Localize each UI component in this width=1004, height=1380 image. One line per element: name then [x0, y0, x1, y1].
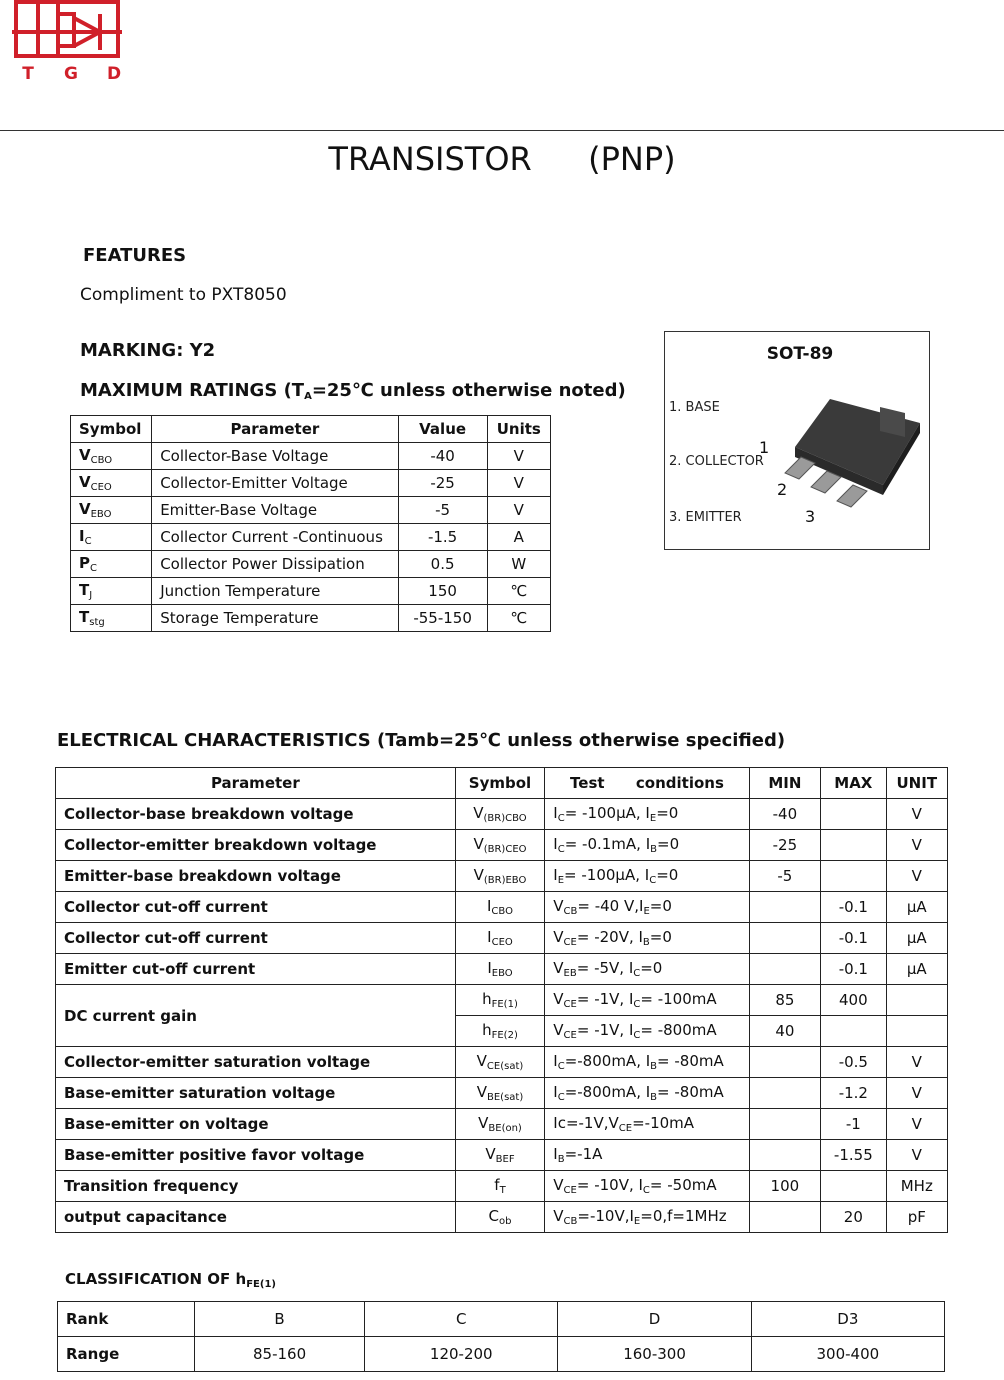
unit-cell — [886, 1016, 947, 1047]
parameter-cell: Collector cut-off current — [56, 892, 456, 923]
parameter-cell: DC current gain — [56, 985, 456, 1047]
condition-cell: $V_{CE}= -1V$, $I_C= -100mA$ — [545, 985, 749, 1016]
table-row — [71, 578, 551, 605]
max-cell: -0.1 — [821, 954, 886, 985]
logo-letters — [18, 64, 124, 84]
table-row — [56, 1109, 948, 1140]
col-parameter: Parameter — [56, 768, 456, 799]
table-row — [71, 497, 551, 524]
condition-cell: $I_E= -100\mu A$, $I_C=0$ — [545, 861, 749, 892]
parameter-cell: Collector-emitter saturation voltage — [56, 1047, 456, 1078]
table-row — [56, 830, 948, 861]
symbol-cell: $I_{CBO}$ — [455, 892, 545, 923]
condition-cell: $V_{CE}= -10V$, $I_C= -50mA$ — [545, 1171, 749, 1202]
pin-number-3: 3 — [805, 507, 816, 526]
symbol-cell: $h_{FE(2)}$ — [455, 1016, 545, 1047]
condition-cell: $I_C= -0.1mA$, $I_B=0$ — [545, 830, 749, 861]
min-cell — [749, 1109, 820, 1140]
electrical-heading: ELECTRICAL CHARACTERISTICS (Tamb=25℃ unless otherwise specified) — [57, 730, 786, 751]
symbol-cell: $C_{ob}$ — [455, 1202, 545, 1233]
min-cell: -25 — [749, 830, 820, 861]
col-value: Value — [398, 416, 487, 443]
min-cell — [749, 954, 820, 985]
unit-cell: W — [487, 551, 550, 578]
value-cell: 150 — [398, 578, 487, 605]
col-test-conditions: Test conditions — [545, 768, 749, 799]
parameter-cell: Collector-Emitter Voltage — [152, 470, 398, 497]
max-ratings-heading: MAXIMUM RATINGS ($T_A=25℃$ unless otherwise noted) — [80, 380, 626, 402]
min-cell — [749, 1202, 820, 1233]
max-cell: -1.2 — [821, 1078, 886, 1109]
symbol-cell: $V_{CE(sat)}$ — [455, 1047, 545, 1078]
condition-cell: $V_{EB}= -5V$, $I_C=0$ — [545, 954, 749, 985]
symbol-cell: $T_J$ — [71, 578, 152, 605]
condition-cell: $V_{CB}=-10V,I_E=0,f=1MHz$ — [545, 1202, 749, 1233]
symbol-cell: $V_{EBO}$ — [71, 497, 152, 524]
parameter-cell: Collector-base breakdown voltage — [56, 799, 456, 830]
marking-label: MARKING: Y2 — [80, 340, 216, 361]
parameter-cell: Collector Current -Continuous — [152, 524, 398, 551]
condition-cell: $V_{CE}= -20V$, $I_B=0$ — [545, 923, 749, 954]
unit-cell: V — [886, 1078, 947, 1109]
classification-table — [57, 1301, 945, 1372]
max-cell: 400 — [821, 985, 886, 1016]
table-row — [56, 799, 948, 830]
condition-cell: $V_{CB}= -40$ $V,I_E=0$ — [545, 892, 749, 923]
min-cell: 85 — [749, 985, 820, 1016]
unit-cell: μA — [886, 923, 947, 954]
max-ratings-table — [70, 415, 551, 632]
package-diagram — [664, 331, 930, 550]
max-cell: -0.1 — [821, 923, 886, 954]
title-device: TRANSISTOR — [328, 140, 532, 178]
parameter-cell: Collector cut-off current — [56, 923, 456, 954]
symbol-cell: $V_{CEO}$ — [71, 470, 152, 497]
range-d: 160-300 — [558, 1337, 751, 1372]
col-symbol: Symbol — [71, 416, 152, 443]
max-cell: 20 — [821, 1202, 886, 1233]
table-row — [56, 1047, 948, 1078]
col-max: MAX — [821, 768, 886, 799]
classification-heading: CLASSIFICATION OF $h_{FE(1)}$ — [65, 1270, 276, 1290]
table-row — [71, 443, 551, 470]
unit-cell: V — [886, 1047, 947, 1078]
unit-cell: V — [886, 799, 947, 830]
max-cell — [821, 1016, 886, 1047]
table-row — [71, 524, 551, 551]
table-row — [56, 1202, 948, 1233]
value-cell: 0.5 — [398, 551, 487, 578]
condition-cell: $V_{CE}= -1V$, $I_C= -800mA$ — [545, 1016, 749, 1047]
symbol-cell: $T_{stg}$ — [71, 605, 152, 632]
symbol-cell: $I_{CEO}$ — [455, 923, 545, 954]
table-row — [56, 861, 948, 892]
unit-cell — [886, 985, 947, 1016]
table-row — [58, 1302, 945, 1337]
symbol-cell: $V_{CBO}$ — [71, 443, 152, 470]
symbol-cell: $I_C$ — [71, 524, 152, 551]
table-row — [71, 605, 551, 632]
condition-cell: $I_C=-800mA$, $I_B= -80mA$ — [545, 1078, 749, 1109]
page-title — [0, 140, 1004, 178]
table-row — [56, 923, 948, 954]
table-row — [56, 1171, 948, 1202]
symbol-cell: $V_{(BR)CEO}$ — [455, 830, 545, 861]
parameter-cell: Base-emitter saturation voltage — [56, 1078, 456, 1109]
table-row — [58, 1337, 945, 1372]
value-cell: -40 — [398, 443, 487, 470]
max-cell — [821, 799, 886, 830]
max-cell — [821, 861, 886, 892]
parameter-cell: Emitter-base breakdown voltage — [56, 861, 456, 892]
unit-cell: ℃ — [487, 578, 550, 605]
table-row — [71, 551, 551, 578]
parameter-cell: Storage Temperature — [152, 605, 398, 632]
col-unit: UNIT — [886, 768, 947, 799]
unit-cell: μA — [886, 954, 947, 985]
title-polarity: (PNP) — [588, 140, 676, 178]
rank-c: C — [365, 1302, 558, 1337]
max-cell — [821, 1171, 886, 1202]
rank-b: B — [195, 1302, 365, 1337]
symbol-cell: $V_{BE(on)}$ — [455, 1109, 545, 1140]
symbol-cell: $V_{(BR)CBO}$ — [455, 799, 545, 830]
logo-letter-t: T — [22, 64, 34, 84]
header-divider — [0, 130, 1004, 131]
table-header-row — [71, 416, 551, 443]
unit-cell: μA — [886, 892, 947, 923]
min-cell — [749, 1047, 820, 1078]
unit-cell: V — [886, 830, 947, 861]
symbol-cell: $V_{BEF}$ — [455, 1140, 545, 1171]
min-cell: -40 — [749, 799, 820, 830]
package-name: SOT-89 — [766, 344, 834, 364]
parameter-cell: Transition frequency — [56, 1171, 456, 1202]
condition-cell: $I_B=-1A$ — [545, 1140, 749, 1171]
unit-cell: V — [487, 443, 550, 470]
max-cell: -0.5 — [821, 1047, 886, 1078]
range-b: 85-160 — [195, 1337, 365, 1372]
pin-collector-label: 2. COLLECTOR — [669, 454, 764, 469]
symbol-cell: $P_C$ — [71, 551, 152, 578]
range-label: Range — [58, 1337, 195, 1372]
col-min: MIN — [749, 768, 820, 799]
parameter-cell: Collector-Base Voltage — [152, 443, 398, 470]
pin-number-1: 1 — [759, 438, 770, 457]
min-cell: 100 — [749, 1171, 820, 1202]
max-cell — [821, 830, 886, 861]
unit-cell: V — [487, 497, 550, 524]
parameter-cell: Collector-emitter breakdown voltage — [56, 830, 456, 861]
unit-cell: V — [886, 1109, 947, 1140]
parameter-cell: output capacitance — [56, 1202, 456, 1233]
value-cell: -5 — [398, 497, 487, 524]
parameter-cell: Base-emitter on voltage — [56, 1109, 456, 1140]
min-cell: 40 — [749, 1016, 820, 1047]
rank-d3: D3 — [751, 1302, 944, 1337]
sot89-package-icon — [775, 387, 925, 512]
col-parameter: Parameter — [152, 416, 398, 443]
min-cell — [749, 892, 820, 923]
range-d3: 300-400 — [751, 1337, 944, 1372]
min-cell: -5 — [749, 861, 820, 892]
electrical-table — [55, 767, 948, 1233]
value-cell: -55-150 — [398, 605, 487, 632]
pin-number-2: 2 — [777, 480, 788, 499]
table-row — [71, 470, 551, 497]
value-cell: -25 — [398, 470, 487, 497]
unit-cell: V — [487, 470, 550, 497]
parameter-cell: Base-emitter positive favor voltage — [56, 1140, 456, 1171]
pin-emitter-label: 3. EMITTER — [669, 510, 742, 525]
symbol-cell: $V_{(BR)EBO}$ — [455, 861, 545, 892]
table-row — [56, 954, 948, 985]
value-cell: -1.5 — [398, 524, 487, 551]
unit-cell: V — [886, 1140, 947, 1171]
symbol-cell: $I_{EBO}$ — [455, 954, 545, 985]
table-row — [56, 892, 948, 923]
col-symbol: Symbol — [455, 768, 545, 799]
table-row — [56, 1078, 948, 1109]
parameter-cell: Collector Power Dissipation — [152, 551, 398, 578]
max-cell: -0.1 — [821, 892, 886, 923]
pin-base-label: 1. BASE — [669, 400, 720, 415]
table-row — [56, 985, 948, 1016]
table-row — [56, 1140, 948, 1171]
condition-cell: $I_C=-800mA$, $I_B= -80mA$ — [545, 1047, 749, 1078]
max-cell: -1 — [821, 1109, 886, 1140]
unit-cell: pF — [886, 1202, 947, 1233]
min-cell — [749, 923, 820, 954]
min-cell — [749, 1140, 820, 1171]
condition-cell: $I_C= -100\mu A$, $I_E=0$ — [545, 799, 749, 830]
parameter-cell: Emitter-Base Voltage — [152, 497, 398, 524]
features-heading: FEATURES — [83, 245, 187, 266]
min-cell — [749, 1078, 820, 1109]
logo-letter-g: G — [64, 64, 78, 84]
symbol-cell: $h_{FE(1)}$ — [455, 985, 545, 1016]
table-header-row — [56, 768, 948, 799]
max-cell: -1.55 — [821, 1140, 886, 1171]
symbol-cell: $f_T$ — [455, 1171, 545, 1202]
rank-d: D — [558, 1302, 751, 1337]
unit-cell: A — [487, 524, 550, 551]
unit-cell: MHz — [886, 1171, 947, 1202]
parameter-cell: Junction Temperature — [152, 578, 398, 605]
condition-cell: $Ic=-1V,V_{CE}=-10mA$ — [545, 1109, 749, 1140]
col-units: Units — [487, 416, 550, 443]
unit-cell: ℃ — [487, 605, 550, 632]
rank-label: Rank — [58, 1302, 195, 1337]
symbol-cell: $V_{BE(sat)}$ — [455, 1078, 545, 1109]
range-c: 120-200 — [365, 1337, 558, 1372]
logo-letter-d: D — [106, 64, 122, 84]
features-text: Compliment to PXT8050 — [80, 285, 287, 305]
parameter-cell: Emitter cut-off current — [56, 954, 456, 985]
unit-cell: V — [886, 861, 947, 892]
